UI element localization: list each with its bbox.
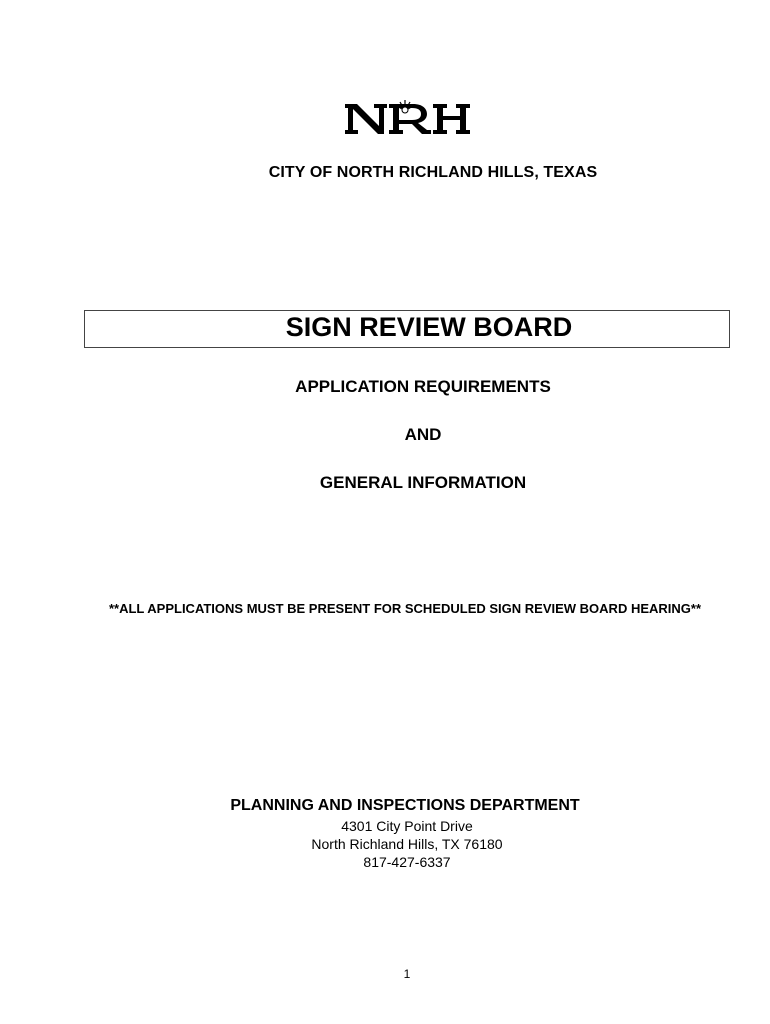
phone-number: 817-427-6337 [363,854,451,870]
address-street: 4301 City Point Drive [341,818,473,834]
department-name: PLANNING AND INSPECTIONS DEPARTMENT [230,797,580,814]
subtitle-line-2: AND [404,425,442,444]
address-city: North Richland Hills, TX 76180 [311,836,503,852]
page-number: 1 [403,967,411,981]
subtitle-line-1: APPLICATION REQUIREMENTS [295,377,551,396]
document-title: SIGN REVIEW BOARD [285,312,573,342]
hearing-notice: **ALL APPLICATIONS MUST BE PRESENT FOR SCHEDULED SIGN REVIEW BOARD HEARING** [108,601,702,616]
subtitle-line-3: GENERAL INFORMATION [319,473,527,492]
city-heading: CITY OF NORTH RICHLAND HILLS, TEXAS [268,164,598,181]
nrh-logo [343,98,473,138]
